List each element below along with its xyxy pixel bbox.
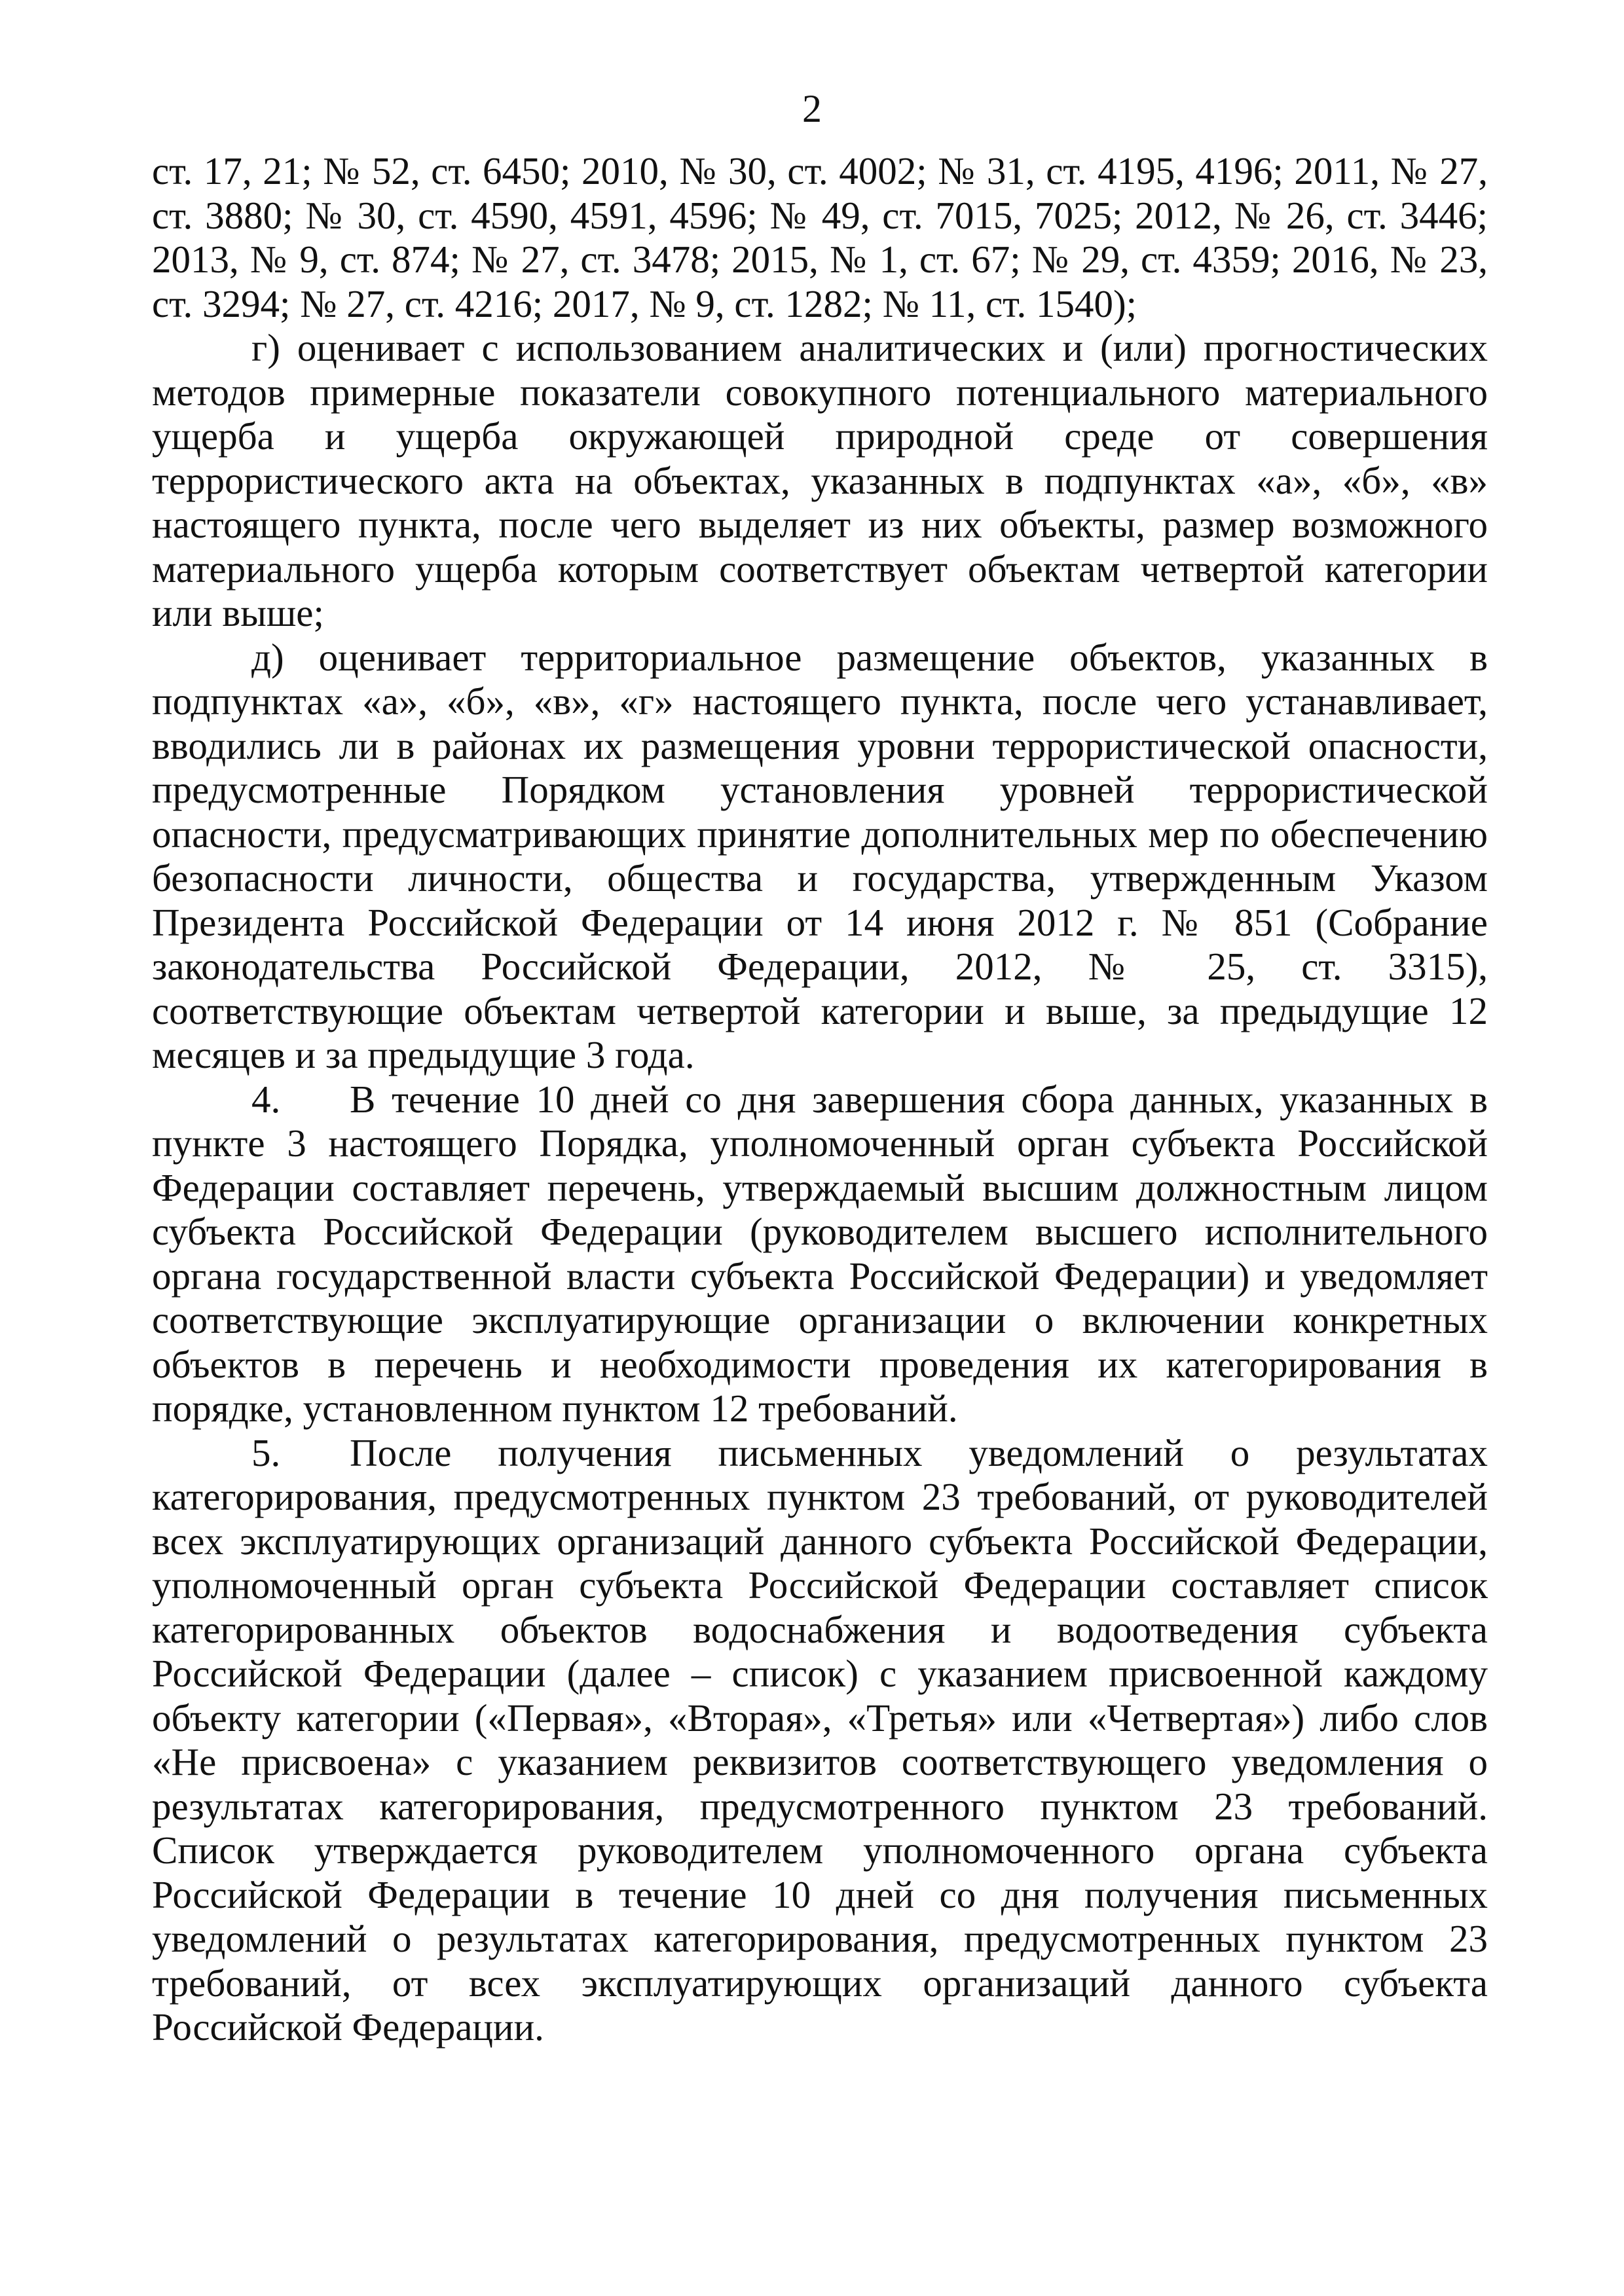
paragraph-text: В течение 10 дней со дня завершения сбора данных, указанных в пункте 3 настоящего Порядка, уполномоченный орган субъекта Российской Федерации составляет перечень, утверждаемый высшим должностным лицом субъекта Российской Федерации (руководителем высшего исполнительного органа государственной власти субъекта Российской Федерации) и уведомляет соответствующие эксплуатирующие организации о включении конкретных объектов в перечень и необходимости проведения их категорирования в порядке, установленном пунктом 12 требований.: [152, 1077, 1488, 1430]
paragraph-text: г) оценивает с использованием аналитических и (или) прогностических методов примерные показатели совокупного потенциального материального ущерба и ущерба окружающей природной среде от совершения террористического акта на объектах, указанных в подпунктах «а», «б», «в» настоящего пункта, после чего выделяет из них объекты, размер возможного материального ущерба которым соответствует объектам четвертой категории или выше;: [152, 326, 1488, 634]
document-body: [152, 149, 1488, 2050]
paragraph-text: ст. 17, 21; № 52, ст. 6450; 2010, № 30, ст. 4002; № 31, ст. 4195, 4196; 2011, № 27, ст. 3880; № 30, ст. 4590, 4591, 4596; № 49, ст. 7015, 7025; 2012, № 26, ст. 3446; 2013, № 9, ст. 874; № 27, ст. 3478; 2015, № 1, ст. 67; № 29, ст. 4359; 2016, № 23, ст. 3294; № 27, ст. 4216; 2017, № 9, ст. 1282; № 11, ст. 1540);: [152, 149, 1488, 325]
paragraph-item-4: [152, 1078, 1488, 1431]
page-number: 2: [802, 87, 822, 130]
paragraph-item-5: [152, 1431, 1488, 2050]
paragraph-item-d: [152, 636, 1488, 1078]
paragraph-text: д) оценивает территориальное размещение объектов, указанных в подпунктах «а», «б», «в», «г» настоящего пункта, после чего устанавливает, вводились ли в районах их размещения уровни террористической опасности, предусмотренные Порядком установления уровней террористической опасности, предусматривающих принятие дополнительных мер по обеспечению безопасности личности, общества и государства, утвержденным Указом Президента Российской Федерации от 14 июня 2012 г. № 851 (Собрание законодательства Российской Федерации, 2012, № 25, ст. 3315), соответствующие объектам четвертой категории и выше, за предыдущие 12 месяцев и за предыдущие 3 года.: [152, 635, 1488, 1076]
paragraph-continuation: [152, 149, 1488, 326]
paragraph-text: После получения письменных уведомлений о результатах категорирования, предусмотренных пунктом 23 требований, от руководителей всех эксплуатирующих организаций данного субъекта Российской Федерации, уполномоченный орган субъекта Российской Федерации составляет список категорированных объектов водоснабжения и водоотведения субъекта Российской Федерации (далее – список) с указанием присвоенной каждому объекту категории («Первая», «Вторая», «Третья» или «Четвертая») либо слов «Не присвоена» с указанием реквизитов соответствующего уведомления о результатах категорирования, предусмотренного пунктом 23 требований. Список утверждается руководителем уполномоченного органа субъекта Российской Федерации в течение 10 дней со дня получения письменных уведомлений о результатах категорирования, предусмотренных пунктом 23 требований, от всех эксплуатирующих организаций данного субъекта Российской Федерации.: [152, 1430, 1488, 2049]
paragraph-number: 4.: [251, 1077, 281, 1121]
paragraph-item-g: [152, 326, 1488, 636]
paragraph-number: 5.: [251, 1430, 281, 1474]
